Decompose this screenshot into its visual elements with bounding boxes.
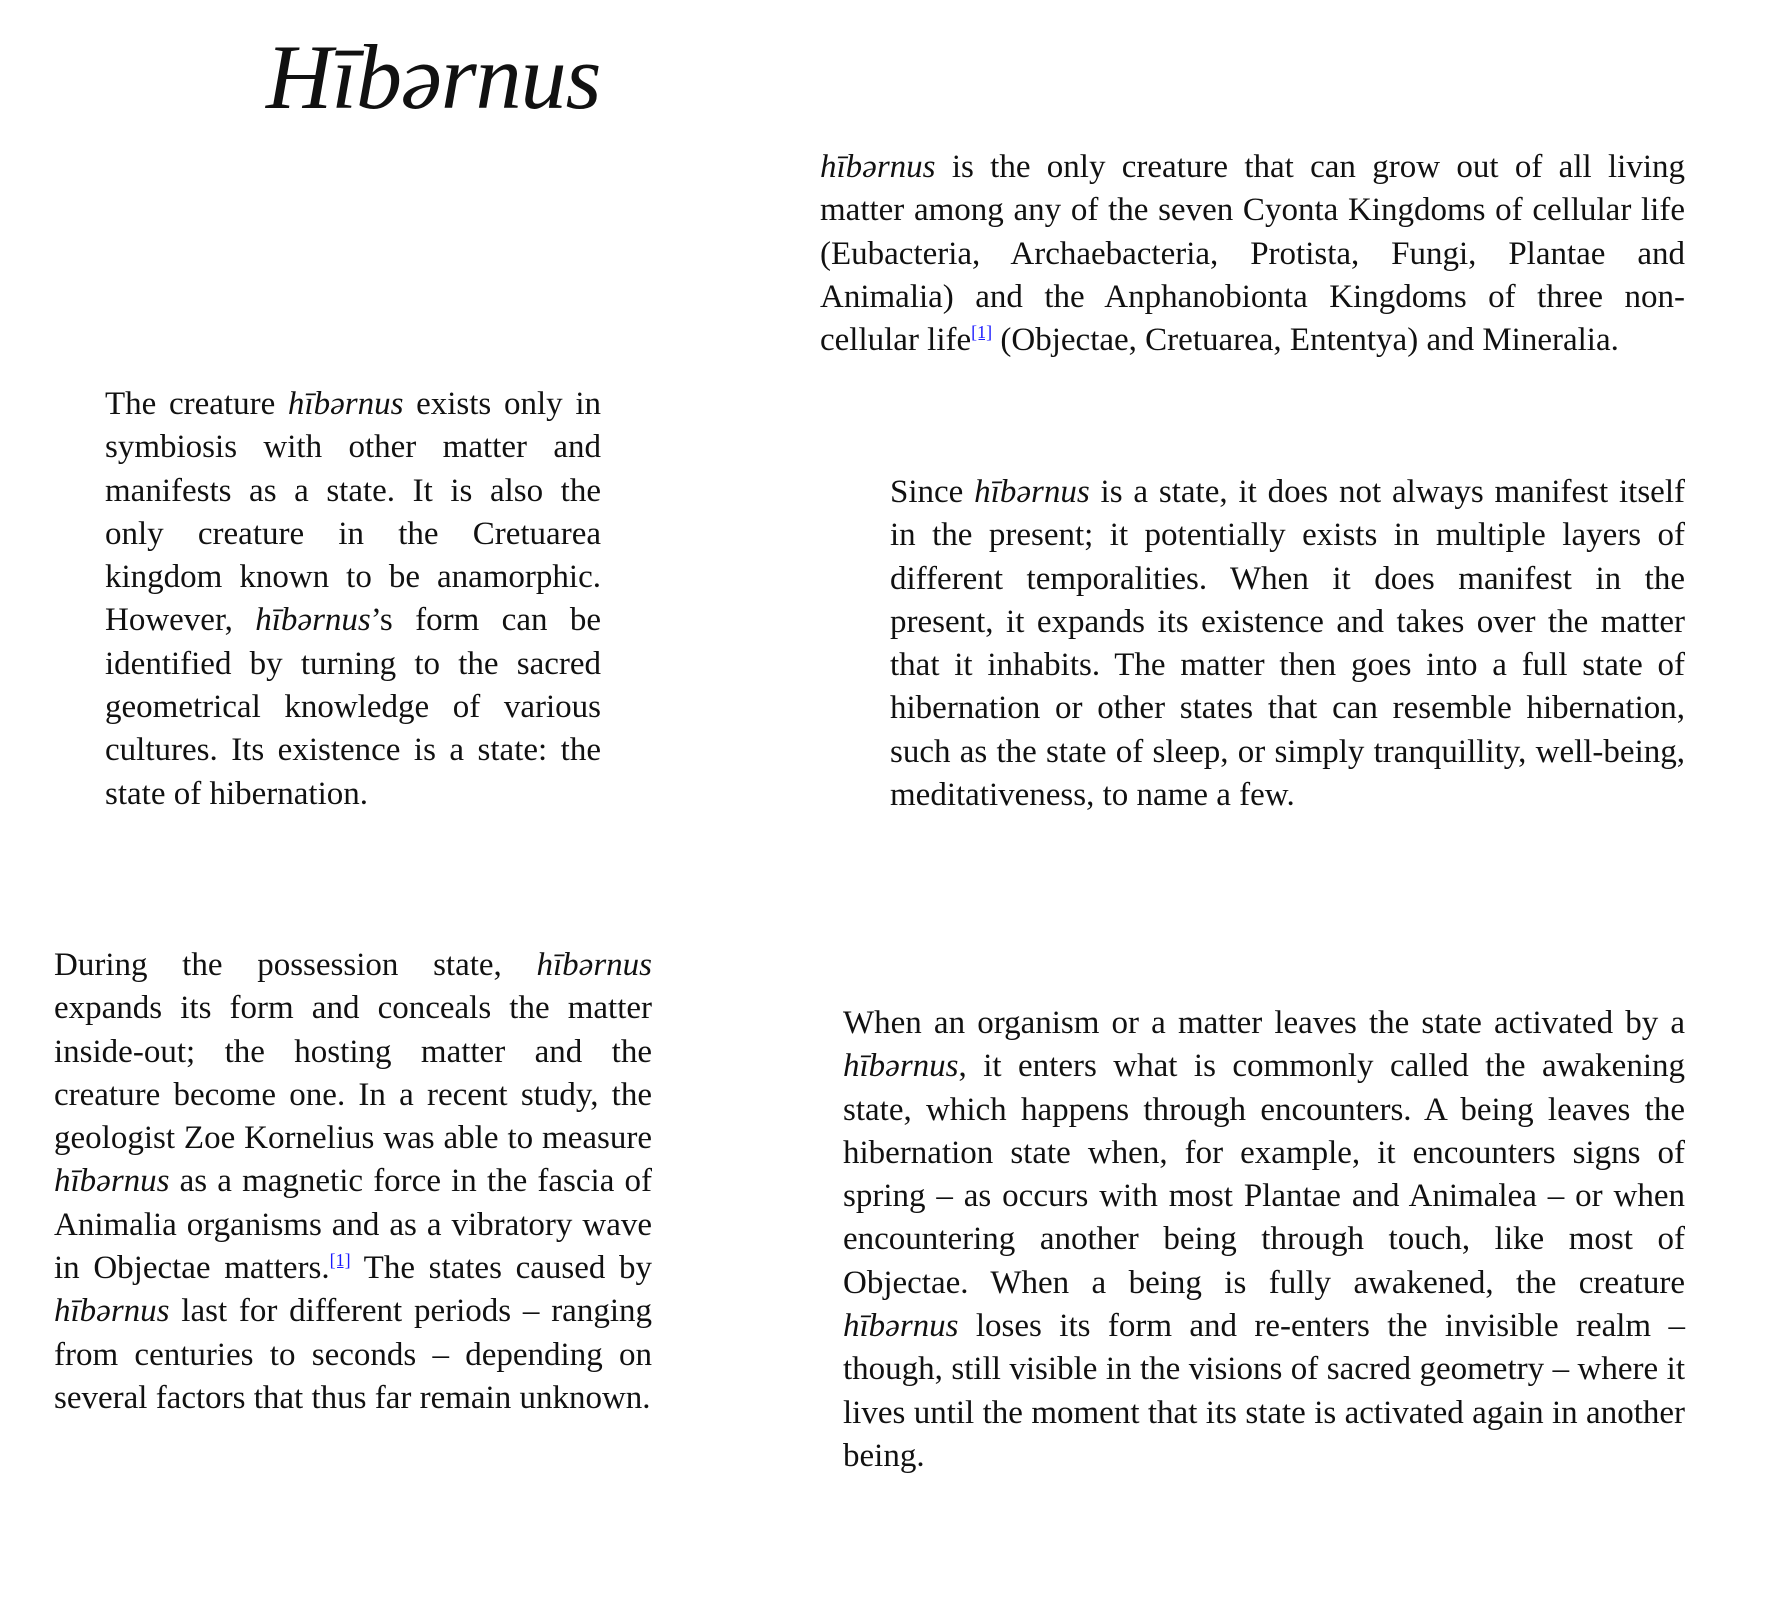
term-hibarnus: hībərnus	[820, 149, 936, 185]
paragraph-symbiosis	[105, 383, 601, 816]
term-hibarnus: hībərnus	[843, 1048, 959, 1085]
paragraph-text: During the possession state,	[54, 947, 537, 983]
paragraph-text: exists only in symbiosis with other matter and manifests as a state. It is also the only creature in the Cretuarea kingdom known to be anamorphic. However,	[105, 386, 601, 639]
paragraph-text: When an organism or a matter leaves the state activated by a	[843, 1005, 1685, 1041]
paragraph-text: ’s form can be identified by turning to the sacred geometrical knowledge of various cultures. Its existence is a state: the state of hibernation.	[105, 602, 602, 812]
term-hibarnus: hībərnus	[843, 1308, 959, 1345]
paragraph-possession	[54, 944, 652, 1420]
paragraph-text: Since	[890, 474, 975, 510]
term-hibarnus: hībərnus	[974, 474, 1090, 510]
term-hibarnus: hībərnus	[54, 1163, 170, 1200]
paragraph-text: loses its form and re-enters the invisible realm – though, still visible in the visions of sacred geometry – where it lives until the moment that its state is activated again in another being.	[843, 1308, 1685, 1474]
paragraph-text: is the only creature that can grow out of all living matter among any of the seven Cyonta Kingdoms of cellular life (Eubacteria, Archaebacteria, Protista, Fungi, Plantae and Animalia) and the Anphanobionta Kingdoms of three non-cellular life	[820, 149, 1685, 359]
footnote-link[interactable]: [1]	[329, 1250, 351, 1271]
paragraph-text: last for different periods – ranging from centuries to seconds – depending on several factors that thus far remain unknown.	[54, 1293, 652, 1416]
paragraph-text: The creature	[105, 386, 288, 422]
paragraph-text: The states caused by	[350, 1250, 652, 1287]
term-hibarnus: hībərnus	[54, 1293, 170, 1330]
paragraph-text: (Objectae, Cretuarea, Ententya) and Mineralia.	[992, 322, 1619, 359]
page-title: Hībərnus	[266, 26, 601, 128]
paragraph-temporalities	[890, 471, 1685, 817]
paragraph-text: expands its form and conceals the matter inside-out; the hosting matter and the creature become one. In a recent study, the geologist Zoe Kornelius was able to measure	[54, 990, 652, 1157]
paragraph-text: is a state, it does not always manifest itself in the present; it potentially exists in multiple layers of different temporalities. When it does manifest in the present, it expands its existence and takes over the matter that it inhabits. The matter then goes into a full state of hibernation or other states that can resemble hibernation, such as the state of sleep, or simply tranquillity, well-being, meditativeness, to name a few.	[890, 474, 1685, 814]
term-hibarnus: hībərnus	[536, 947, 652, 983]
paragraph-awakening	[843, 1002, 1685, 1478]
paragraph-text: as a magnetic force in the fascia of Animalia organisms and as a vibratory wave in Objectae matters.	[54, 1163, 652, 1287]
paragraph-kingdoms	[820, 146, 1685, 362]
term-hibarnus: hībərnus	[287, 386, 404, 422]
term-hibarnus: hībərnus	[255, 602, 371, 639]
paragraph-text: , it enters what is commonly called the awakening state, which happens through encounters. A being leaves the hibernation state when, for example, it encounters signs of spring – as occurs with most Plantae and Animalea – or when encountering another being through touch, like most of Objectae. When a being is fully awakened, the creature	[843, 1048, 1685, 1301]
footnote-link[interactable]: [1]	[971, 322, 993, 343]
